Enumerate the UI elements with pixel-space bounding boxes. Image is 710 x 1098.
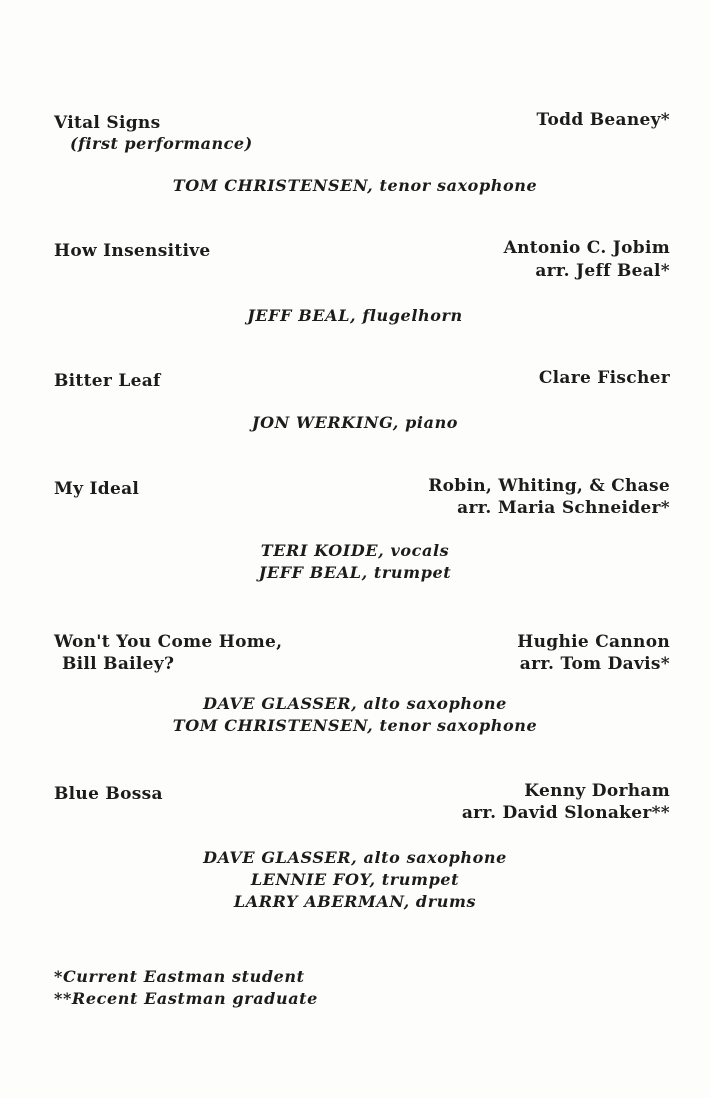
piece-composer: Robin, Whiting, & Chase (428, 476, 670, 496)
piece-arranger: arr. Jeff Beal* (535, 261, 670, 281)
piece-composer: Antonio C. Jobim (503, 238, 670, 258)
performer-line: LENNIE FOY, trumpet (250, 870, 460, 889)
piece-composer: Kenny Dorham (524, 781, 670, 801)
piece-arranger: arr. Maria Schneider* (457, 498, 670, 518)
piece-composer: Clare Fischer (538, 368, 670, 388)
piece-arranger: arr. Tom Davis* (519, 654, 670, 674)
performer-line: LARRY ABERMAN, drums (233, 892, 477, 911)
piece-title: Bitter Leaf (54, 371, 161, 391)
performer-line: JEFF BEAL, trumpet (258, 563, 452, 582)
performer-line: DAVE GLASSER, alto saxophone (203, 694, 507, 713)
piece-subtitle: (first performance) (70, 134, 253, 153)
piece-arranger: arr. David Slonaker** (461, 803, 670, 823)
performer-line: TOM CHRISTENSEN, tenor saxophone (172, 716, 538, 735)
piece-title: Won't You Come Home, (54, 632, 283, 652)
footnote-graduate: **Recent Eastman graduate (54, 989, 318, 1008)
performer-line: TOM CHRISTENSEN, tenor saxophone (172, 176, 538, 195)
performer-line: TERI KOIDE, vocals (260, 541, 450, 560)
piece-title: Blue Bossa (54, 784, 163, 804)
performer-line: JON WERKING, piano (251, 413, 459, 432)
piece-composer: Hughie Cannon (517, 632, 670, 652)
piece-composer: Todd Beaney* (536, 110, 670, 130)
piece-title-line2: Bill Bailey? (62, 654, 175, 674)
piece-title: How Insensitive (54, 241, 211, 261)
piece-title: My Ideal (54, 479, 140, 499)
footnote-student: *Current Eastman student (54, 967, 305, 986)
performer-line: JEFF BEAL, flugelhorn (247, 306, 463, 325)
piece-title: Vital Signs (54, 113, 161, 133)
performer-line: DAVE GLASSER, alto saxophone (203, 848, 507, 867)
